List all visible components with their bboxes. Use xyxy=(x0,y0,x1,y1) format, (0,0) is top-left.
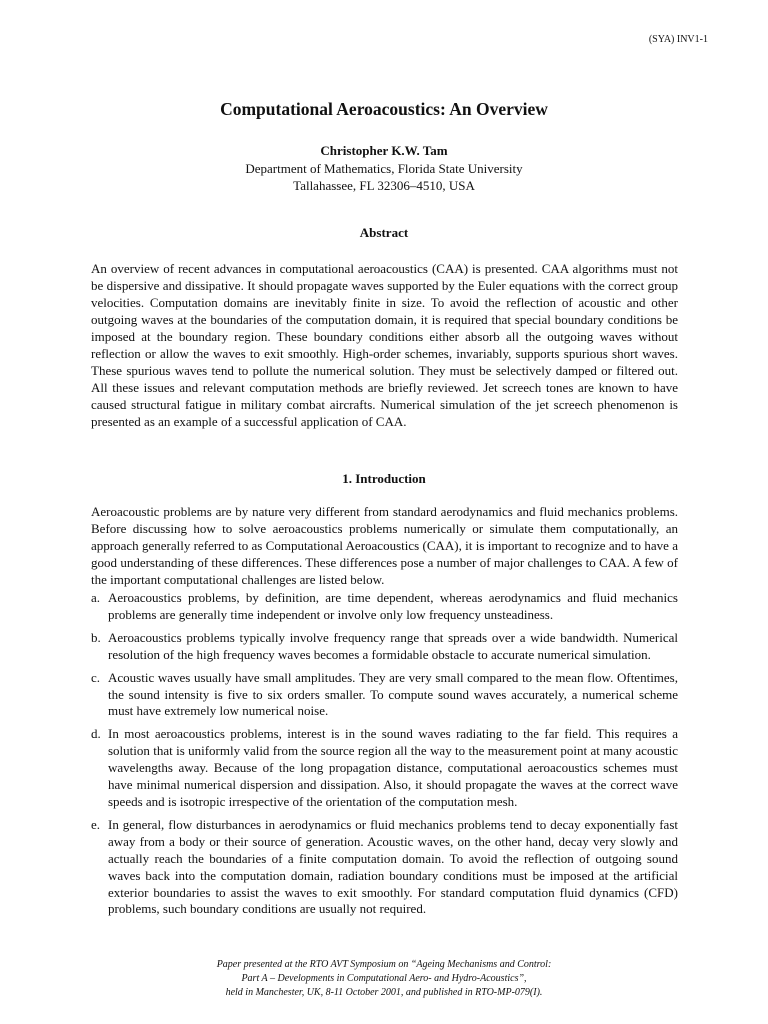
list-marker: b. xyxy=(91,629,101,645)
section-heading: 1. Introduction xyxy=(342,471,426,486)
author-name: Christopher K.W. Tam xyxy=(320,143,448,158)
list-marker: d. xyxy=(91,726,101,742)
abstract-heading: Abstract xyxy=(359,225,409,240)
introduction-paragraph: Aeroacoustic problems are by nature very different from standard aerodynamics and fluid mechanics problems. Before discussing how to solve aeroacoustics problems numerically or simulate them computationally, an approach generally referred to as Computational Aeroacoustics (CAA), it is important to recognize and to have a good understanding of these differences. These differences pose a number of major challenges to CAA. A few of the important computational challenges are listed below. xyxy=(91,504,678,587)
list-item xyxy=(91,670,678,721)
list-marker: a. xyxy=(91,590,101,605)
list-marker: e. xyxy=(91,816,101,832)
publication-note-line: Part A – Developments in Computational Aero- and Hydro-Acoustics”, xyxy=(241,973,527,984)
list-marker: c. xyxy=(91,669,101,685)
list-item-text: In most aeroacoustics problems, interest is in the sound waves radiating to the far field. This requires a solution that is uniformly valid from the source region all the way to the measurement point at many acoustic wavelengths away. Because of the long propagation distance, computational aeroacoustics schemes must have minimal numerical dispersion and dissipation. Also, it should propagate the waves at the correct wave speeds and is isotropic irrespective of the orientation of the computation mesh. xyxy=(108,726,678,809)
abstract-text: An overview of recent advances in computational aeroacoustics (CAA) is presented. CAA algorithms must not be dispersive and dissipative. It should propagate waves supported by the Euler equations with the correct group velocities. Computation domains are inevitably finite in size. To avoid the reflection of acoustic and other outgoing waves at the boundaries of the computation domain, it is required that special boundary conditions be imposed at the boundary region. These boundary conditions either absorb all the outgoing waves without reflection or allow the waves to exit smoothly. High-order schemes, invariably, supports spurious short waves. These spurious waves tend to pollute the numerical solution. They must be selectively damped or filtered out. All these issues and relevant computation methods are briefly reviewed. Jet screech tones are known to have caused structural fatigue in military combat aircrafts. Numerical simulation of the jet screech phenomenon is presented as an example of a successful application of CAA. xyxy=(91,261,678,429)
list-item xyxy=(91,630,678,664)
affiliation-line: Department of Mathematics, Florida State University xyxy=(245,161,523,176)
list-item-text: Acoustic waves usually have small amplitudes. They are very small compared to the mean flow. Oftentimes, the sound intensity is five to six orders smaller. To compute sound waves accurately, a numerical scheme must have extremely low numerical noise. xyxy=(108,669,678,719)
publication-note-line: held in Manchester, UK, 8-11 October 2001, and published in RTO-MP-079(I). xyxy=(225,987,543,998)
paper-title: Computational Aeroacoustics: An Overview xyxy=(220,99,548,119)
publication-note-line: Paper presented at the RTO AVT Symposium on “Ageing Mechanisms and Control: xyxy=(216,959,552,970)
list-item xyxy=(91,726,678,811)
list-item-text: Aeroacoustics problems, by definition, are time dependent, whereas aerodynamics and fluid mechanics problems are generally time independent or involve only low frequency unsteadiness. xyxy=(108,590,678,622)
list-item xyxy=(91,817,678,918)
list-item-text: In general, flow disturbances in aerodynamics or fluid mechanics problems tend to decay exponentially fast away from a body or their source of generation. Acoustic waves, on the other hand, decay very slowly and actually reach the boundaries of a finite computation domain. To avoid the reflection of outgoing sound waves back into the computation domain, radiation boundary conditions must be imposed at the artificial exterior boundaries to assist the waves to exit smoothly. For standard computation fluid dynamics (CFD) problems, such boundary conditions are usually not required. xyxy=(108,816,678,917)
document-id: (SYA) INV1-1 xyxy=(648,34,708,45)
publication-note xyxy=(0,958,768,1000)
author-affiliation xyxy=(0,160,768,194)
challenge-list xyxy=(91,590,678,924)
list-item-text: Aeroacoustics problems typically involve frequency range that spreads over a wide bandwidth. Numerical resolution of the high frequency waves becomes a formidable obstacle to accurate numerical simulation. xyxy=(108,629,678,662)
affiliation-line: Tallahassee, FL 32306–4510, USA xyxy=(293,178,475,193)
list-item xyxy=(91,590,678,624)
